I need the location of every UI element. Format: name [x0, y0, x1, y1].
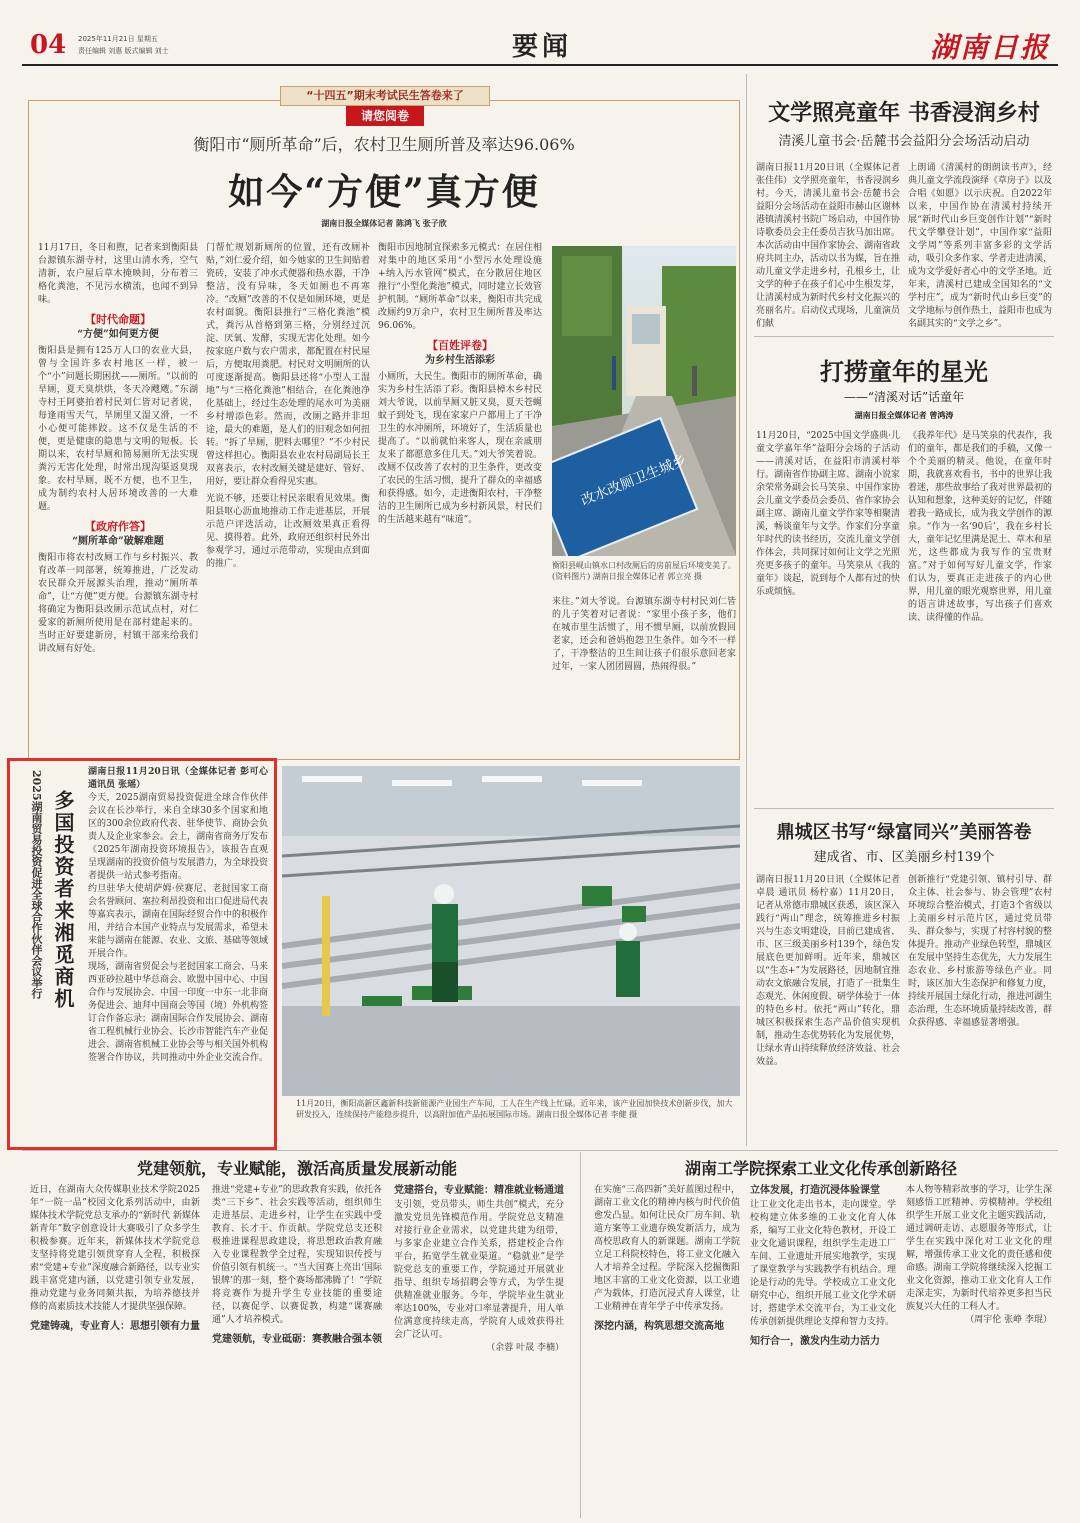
dingcheng-headline: 鼎城区书写“绿富同兴”美丽答卷 — [776, 822, 1032, 843]
lead-kicker: “十四五”期末考试民生答卷来了 — [280, 86, 490, 106]
literature-deck: 清溪儿童书会·岳麓书会益阳分会场活动启动 — [778, 134, 1030, 149]
factory-photo — [282, 766, 740, 1096]
party-sign: （余蓉 叶晟 李楠） — [486, 1343, 564, 1353]
lead-col3-p2: 小厕所，大民生。衡阳市的厕所革命，确实为乡村生活添了彩。衡阳县樟木乡村民刘大爷说，以前旱厕又脏又臭，夏天苍蝇蚊子到处飞，现在家家户户都用上了干净卫生的水冲厕所，环境好了，生活质量也提高了。“以前就怕来客人，现在亲戚朋友来了都愿意多住几天。”刘大爷笑着说。改厕不仅改善了农村的卫生条件，更改变了农民的生活习惯，提升了群众的幸福感和获得感。如今，走进衡阳农村，干净整洁的卫生厕所已成为乡村新风景，村民们的生活越来越有“味道”。 — [378, 372, 542, 525]
party-col-2 — [212, 1184, 382, 1514]
party-sub1: 党建铸魂，专业育人：思想引领有力量 — [30, 1321, 200, 1332]
invest-vertical-sub: 2025湖南贸易投资促进全球合作伙伴会议举行 — [30, 770, 43, 999]
lead-sub-kicker: 请您阅卷 — [346, 106, 424, 126]
section-title: 要闻 — [512, 32, 573, 62]
party-col2-text: 推进“党建+专业”的思政教育实践，依托各类“三下乡”、社会实践等活动，组织师生走进基层、走进乡村，让学生在实践中受教育、长才干、作贡献。学院党总支还积极推进课程思政建设，将思想政治教育融入专业课程教学全过程，实现知识传授与价值引领有机统一。“当大国赛上亮出‘国际银牌’的那一刻，整个赛场都沸腾了！”学院将竞赛作为提升学生专业技能的重要途径，以赛促学、以赛促教，构建“课赛融通”人才培养模式。 — [212, 1185, 382, 1325]
gongcheng-col-1 — [594, 1184, 740, 1514]
bottom-column-rule — [580, 1152, 581, 1518]
party-col-1 — [30, 1184, 200, 1514]
column-rule — [746, 74, 747, 1146]
stars-headline: 打捞童年的星光 — [820, 357, 988, 386]
gongcheng-sub3: 知行合一，激发内生动力活力 — [750, 1336, 880, 1347]
masthead — [22, 18, 1058, 66]
editors-line: 责任编辑 刘惠 版式编辑 刘士 — [78, 47, 169, 55]
gongcheng-sub1: 立体发展，打造沉浸体验课堂 — [750, 1185, 880, 1196]
party-col-3 — [394, 1184, 564, 1514]
divider — [754, 336, 1054, 337]
party-sub2: 党建领航，专业砥砺：赛教融合强本领 — [212, 1334, 382, 1345]
lead-col1-p3: 衡阳市将农村改厕工作与乡村振兴、教育改革一同部署，统筹推进，广泛发动农民群众开展源头治理，推动“厕所革命”，让“方便”更方便。台源镇东湖寺村将确定为衡阳县改厕示范试点村，对仁爱家的新厕所使用是在部村建起来的。当时正好要建新房，村镇干部来给我们讲改厕有好处。 — [38, 553, 198, 654]
lead-col-1 — [38, 242, 198, 752]
dingcheng-col-2: 创新推行“党建引领、镇村引导、群众主体、社会参与、协会管理”农村环境综合整治模式，打造3个省级以上美丽乡村示范片区，通过党员带头、群众参与，实现了村容村貌的整体提升。推动产业绿色转型，鼎城区在发展中坚持生态优先，大力发展生态农业、乡村旅游等绿色产业。同时，该区加大生态保护和修复力度，持续开展国土绿化行动，推进河湖生态治理，生态环境质量持续改善，群众获得感、幸福感显著增强。 — [908, 875, 1052, 1028]
stars-byline: 湖南日报全媒体记者 曾鸿涛 — [854, 411, 954, 420]
dingcheng-deck: 建成省、市、区美丽乡村139个 — [813, 850, 995, 865]
gongcheng-col3-text: 本人物等精彩故事的学习，让学生深刻感悟工匠精神、劳模精神。学校组织学生开展工业文化主题实践活动，通过调研走访、志愿服务等形式，让学生在实践中深化对工业文化的理解，增强传承工业文化的责任感和使命感。湖南工学院将继续深入挖掘工业文化资源，推动工业文化育人工作走深走实，为新时代培养更多担当民族复兴大任的工科人才。 — [906, 1185, 1052, 1312]
factory-caption: 11月20日，衡阳高新区鑫新科技新能源产业园生产车间，工人在生产线上忙碌。近年来，该产业园加快技术创新步伐，加大研发投入，连续保持产能稳步提升，以高附加值产品拓展国际市场。湖南日报全媒体记者 李健 摄 — [296, 1099, 733, 1119]
lead-sub3b: 为乡村生活添彩 — [425, 355, 495, 366]
paper-logo: 湖南日报 — [929, 31, 1050, 64]
stars-deck: ——“清溪对话”话童年 — [843, 390, 965, 404]
lead-sub2b: “厕所革命”破解难题 — [72, 536, 164, 547]
lead-photo-caption: 衡阳县岘山镇水口村改厕后的房前屋后环境变美了。(资料图片) 湖南日报全媒体记者 郭立亮 摄 — [552, 561, 736, 581]
literature-col-2: 上朗诵《清溪村的朗朗读书声》，经典儿童文学流段演绎《草房子》以及合唱《如愿》以示庆祝。自2022年以来，中国作协在清溪村持续开展“新时代山乡巨变创作计划”“新时代文学攀登计划”，中国作家“益阳文学周”等系列丰富多彩的文学活动，吸引众多作家、学者走进清溪，成为文学爱好者心中的文学圣地。近年来，清溪村已建成全国知名的“文学村庄”，成为“新时代山乡巨变”的文学地标与创作热土，益阳市也成为名副其实的“文学之乡”。 — [908, 163, 1052, 328]
factory-production-line-photo — [282, 766, 740, 1096]
lead-col2-p2: 光说不够，还要让村民亲眼看见效果。衡阳县呕心沥血地推动工作走进基层，开展示范户评选活动，让改厕效果真正看得见、摸得着。此外，政府还组织村民外出参观学习，通过示范带动，实现由点到面的推广。 — [206, 494, 370, 569]
lead-sub2: 【政府作答】 — [85, 520, 151, 533]
lead-article — [28, 74, 740, 760]
stars-col-2: 《我养年代》是马笑泉的代表作，我们的童年，都是我们的手稿，又像一个个美丽的精灵。他说，在童年时期，我就喜欢看书，书中的世界让我着迷，那些故事给了我对世界最初的认知和想象，这种美好的记忆，伴随着我一路成长，成为我文学创作的源泉。“作为一名‘90后’，我在乡村长大，童年记忆里满是泥土、草木和星光，这些都成为我写作的宝贵财富。”对于如何写好儿童文学，作家们认为，要真正走进孩子的内心世界，用儿童的眼光观察世界，用儿童的语言讲述故事，写出孩子们喜欢读、读得懂的作品。 — [908, 431, 1052, 623]
lead-byline: 湖南日报全媒体记者 陈鸿飞 张子欣 — [321, 219, 447, 228]
lead-col-3 — [378, 242, 542, 752]
gongcheng-sign: （周宇伦 张峥 李琨） — [965, 1315, 1052, 1325]
gongcheng-col-2 — [750, 1184, 896, 1514]
literature-headline: 文学照亮童年 书香浸润乡村 — [768, 100, 1040, 126]
gongcheng-col2-text: 让工业文化走出书本，走向课堂。学校构建立体多维的工业文化育人体系，编写工业文化特色教材，开设工业文化通识课程，组织学生走进工厂车间、工业遗址开展实地教学，实现了课堂教学与实践教学有机结合。理论是行动的先导。学校成立工业文化研究中心，组织开展工业文化学术研讨，搭建学术交流平台，为工业文化传承创新提供理论支撑和智力支持。 — [750, 1200, 896, 1327]
lead-sub1b: “方便”如何更方便 — [77, 329, 159, 340]
invest-text: 今天，2025湖南贸易投资促进全球合作伙伴会议在长沙举行，来自全球30多个国家和地区的300余位政府代表、驻华使节、商协会负责人及企业家参会。会上，湖南省商务厅发布《2025年湖南投资环境报告》，该报告直观呈现湖南的投资价值与发展潜力，为全球投资者提供一站式参考指南。 约旦驻华大使胡萨姆·侯赛尼、老挝国家工商会名誉顾问、塞拉利昂投资和出口促进局代表等嘉宾表示，湖南在国际经贸合作中的积极作用，并结合本国产业特点与发展需求，希望未来能与湖南在能源、农业、文旅、基础等领域开展合作。 现场，湖南省贸促会与老挝国家工商会、马来西亚砂拉越中华总商会、欧盟中国中心、中国合作与发展协会、中国一印度一中东一北非商务促进会、迪拜中国商会等国（境）外机构签订合作备忘录；湖南国际合作发展协会、湖南省工程机械行业协会、长沙市智能汽车产业促进会、湖南省机械工业协会等与相关国外机构签署合作协议，共同推动中外企业交流合作。 — [88, 793, 268, 1063]
literature-col-1: 湖南日报11月20日讯（全媒体记者 张佳伟）文学照亮童年，书香浸润乡村。今天，清溪儿童书会·岳麓书会益阳分会场活动在益阳市赫山区谢林港镇清溪村书院广场启动，中国作协诗歌委员会主任委员吉狄马加出席。本次活动由中国作家协会、湖南省政府共同主办，活动以书为媒，旨在推动儿童文学走进乡村，孔根乡土，让文学的种子在孩子们心中生根发芽，让清溪村成为新时代乡村文化振兴的亮丽名片。启动仪式现场，儿童演员们献 — [756, 163, 900, 328]
gongcheng-col-3 — [906, 1184, 1052, 1514]
masthead-rule — [22, 64, 1058, 66]
invest-body — [88, 766, 268, 1142]
lead-col4-p1: 来往。”刘大爷说。台源镇东湖寺村村民刘仁皆的儿子笑着对记者说：“家里小孩子多，他们在城市里生活惯了，用不惯旱厕，以前放假回老家，还会和爸妈抱怨卫生条件。如今不一样了，干净整洁的卫生间让孩子们很乐意回老家过年，一家人团团圆圆，热闹得很。” — [552, 597, 736, 672]
stars-col-1: 11月20日，“2025中国文学盛典·儿童文学嘉年华”益阳分会场的子活动——清溪对话，在益阳市清溪村举行。湖南省作协副主席、湖南小说家余荣常务副会长马笑泉、中国作家协会儿童文学委员会委员、省作家协会副主席、湖南儿童文学作家等相聚清溪，畅谈童年与文学。作家们分享童年时代的读书经历，交流儿童文学创作体会，共同探讨如何让文学之光照亮更多孩子的童年。马笑泉从《我的童年》谈起，说到每个人都有过的快乐或烦恼。 — [756, 431, 900, 597]
party-col3-text: 支引领，党员带头，师生共创”模式，充分激发党员先锋模范作用。学院党总支精准对接行业企业需求，以党建共建为纽带，与多家企业建立合作关系，搭建校企合作平台，拓宽学生就业渠道。“稳就业”是学院党总支的重要工作，学院通过开展就业指导、组织专场招聘会等方式，为学生提供精准就业服务。今年，学院毕业生就业率达100%，专业对口率显著提升，用人单位满意度持续走高，学院育人成效获得社会广泛认可。 — [394, 1200, 564, 1340]
section-rule — [22, 1150, 1058, 1151]
party-sub3: 党建搭台，专业赋能：精准就业畅通道 — [394, 1185, 564, 1196]
party-headline: 党建领航，专业赋能，激活高质量发展新动能 — [136, 1159, 457, 1178]
gongcheng-headline: 湖南工学院探索工业文化传承创新路径 — [684, 1159, 957, 1178]
lead-col1-p2: 衡阳县是拥有125万人口的农业大县，曾与全国许多农村地区一样，被一个“小”问题长期困扰——厕所。“以前的旱厕，夏天臭烘烘，冬天冷飕飕。”东湖寺村王阿婆拍着村民刘仁皆对记者说，每逢雨雪天气，旱厕里又湿又滑，一不小心便可能摔跤。这不仅是生活的不便，更是健康的隐患与文明的短板。长期以来，农村旱厕和简易厕所无法实现粪污无害化处理，时常出现沟渠返臭现象。农村旱厕，既不方便，也不卫生，成为制约农村人居环境改善的一大难题。 — [38, 346, 198, 512]
lead-col2-p1: 门帮忙规划新厕所的位置，还有改厕补贴，”刘仁爱介绍，如今她家的卫生间贴着瓷砖，安装了冲水式便器和热水器，干净整洁，没有异味，冬天如厕也不再寒冷。“改厕”改善的不仅是如厕环境，更是农村面貌。衡阳县推行“三格化粪池”模式，粪污从首格到第三格，分别经过沉淀、厌氧、发酵，实现无害化处理。如今按家庭户数与农户需求，都配置在村民屋后，方便取用粪肥。村民对文明厕所的认可度逐渐提高。衡阳县还将“小型人工湿地”与“三格化粪池”相结合，在化粪池净化基础上，经过生态处理的尾水可为美丽乡村增添色彩。然而，改厕之路并非坦途，最大的难题，是人们的旧观念如何扭转。“拆了旱厕，肥料去哪里？”不少村民曾这样担心。衡阳县农业农村局副局长王双喜表示，农村改厕关键是建好、管好、用好，要让群众看得见实惠。 — [206, 243, 370, 487]
lead-sub1: 【时代命题】 — [85, 313, 151, 326]
village-road-photo — [552, 246, 736, 556]
invest-lead: 湖南日报11月20日讯（全媒体记者 彭可心 通讯员 张瑶） — [88, 767, 268, 790]
photo-sign-text: 改水改厕卫生城乡 — [578, 452, 689, 510]
gongcheng-col1-text: 在实施“三高四新”美好蓝图过程中，湖南工业文化的精神内核与时代价值愈发凸显。如何让民众厂房车间、轨道方案等工业遗存焕发新活力，成为高校思政育人的新课题。湖南工学院立足工科院校特色，将工业文化融入人才培养全过程。学院深入挖掘衡阳地区丰富的工业文化资源，以工业遗产为载体，打造沉浸式育人课堂，让工业精神在青年学子中传承发扬。 — [594, 1185, 740, 1312]
worker-figure-2 — [616, 923, 640, 997]
dingcheng-col-1: 湖南日报11月20日讯（全媒体记者 卓晨 通讯员 杨柠嘉）11月20日，记者从常德市鼎城区获悉，该区深入践行“两山”理念，统筹推进乡村振兴与生态文明建设，目前已建成省、市、区三级美丽乡村139个，绿色发展底色更加鲜明。近年来，鼎城区以“生态+”为发展路径，因地制宜推动农文旅融合发展，打造了一批集生态观光、休闲度假、研学体验于一体的特色乡村。依托“两山”转化，鼎城区积极探索生态产品价值实现机制，推动生态优势转化为发展优势，让绿水青山持续释放经济效益、社会效益。 — [756, 875, 900, 1067]
gongcheng-sub2: 深挖内涵，构筑思想交流高地 — [594, 1321, 724, 1332]
lead-col3-p1: 衡阳市因地制宜探索多元模式：在居住相对集中的地区采用“小型污水处理设施+纳入污水管网”模式，在分散居住地区推行“小型化粪池”模式，同时建立长效管护机制。“厕所革命”以来，衡阳市共完成改厕约9万余户，农村卫生厕所普及率达96.06%。 — [378, 243, 542, 331]
divider — [754, 808, 1054, 809]
lead-deck: 衡阳市“厕所革命”后，农村卫生厕所普及率达96.06% — [193, 135, 575, 154]
lead-col-2 — [206, 242, 370, 752]
party-col1-text: 近日，在湖南大众传媒职业技术学院2025年“一院一品”校园文化系列活动中，由新媒体技术学院党总支承办的“新时代 新媒体 新青年”数字创意设计大赛吸引了众多学生积极参赛。近年来，新媒体技术学院党总支坚持将党建引领贯穿育人全程，积极探索“党建+专业”深度融合新路径，以专业实践丰富党建内涵，以党建引领专业发展，推动党建与业务同频共振，为培养德技并修的高素质技术技能人才提供坚强保障。 — [30, 1185, 200, 1312]
lead-col-4 — [552, 596, 736, 752]
lead-photo — [552, 246, 736, 556]
date-line: 2025年11月21日 星期五 — [78, 35, 158, 43]
page-number: 04 — [30, 30, 67, 60]
lead-sub3: 【百姓评卷】 — [427, 339, 493, 352]
invest-vertical-title: 多国投资者来湘觅商机 — [51, 790, 75, 1010]
lead-headline: 如今“方便”真方便 — [228, 171, 540, 213]
lead-col1-p1: 11月17日，冬日和煦，记者来到衡阳县台源镇东湖寺村，这里山清水秀，空气清新，农户屋后草木掩映间，分布着三格化粪池，不见污水横流，也闻不到异味。 — [38, 243, 198, 305]
